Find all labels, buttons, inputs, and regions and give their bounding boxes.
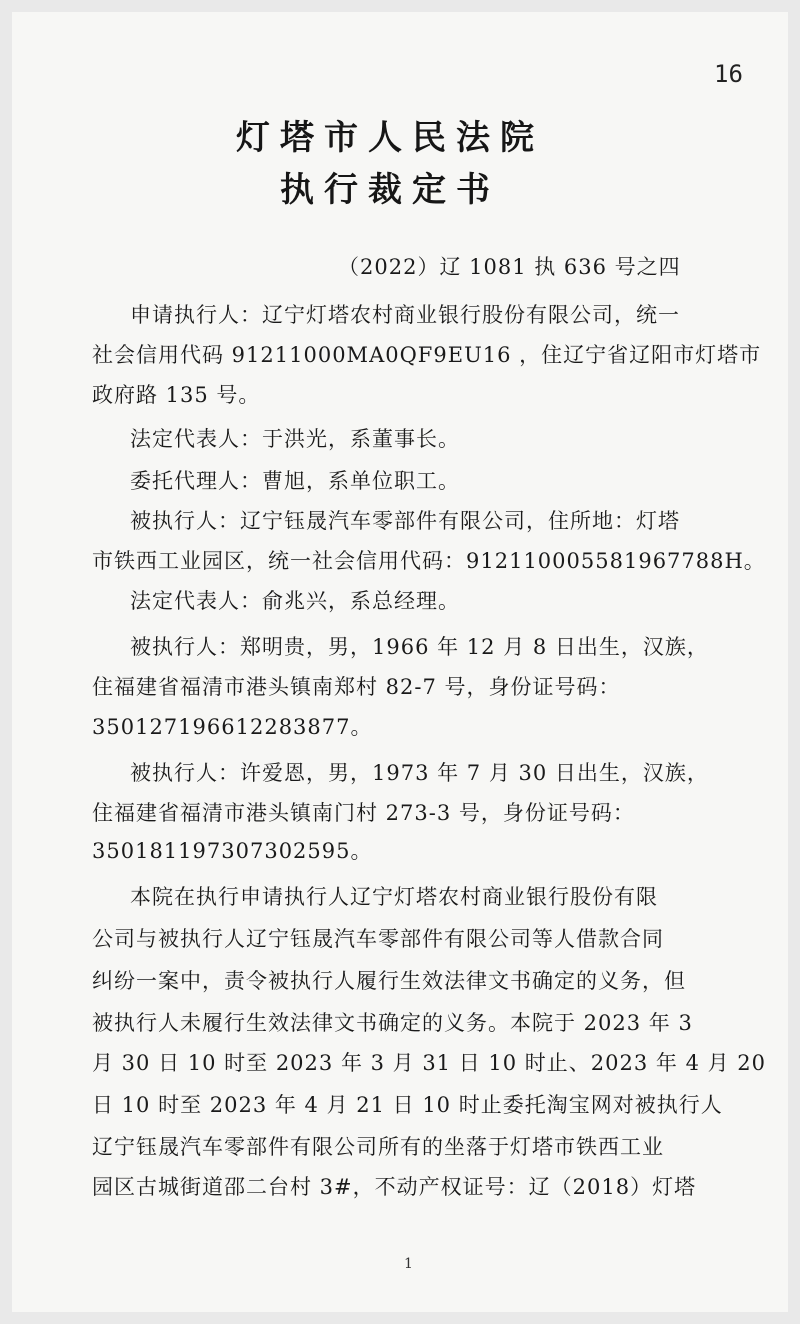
body-line: 申请执行人：辽宁灯塔农村商业银行股份有限公司，统一 bbox=[130, 303, 680, 327]
body-line: 法定代表人：俞兆兴，系总经理。 bbox=[130, 589, 460, 613]
body-line: 纠纷一案中，责令被执行人履行生效法律文书确定的义务，但 bbox=[92, 969, 686, 993]
document-type-title: 执行裁定书 bbox=[280, 170, 500, 210]
body-line: 法定代表人：于洪光，系董事长。 bbox=[130, 427, 460, 451]
body-line: 被执行人：辽宁钰晟汽车零部件有限公司，住所地：灯塔 bbox=[130, 509, 680, 533]
body-line: 政府路 135 号。 bbox=[92, 383, 261, 407]
case-number: （2022）辽 1081 执 636 号之四 bbox=[338, 255, 681, 279]
body-line: 被执行人：许爱恩，男，1973 年 7 月 30 日出生，汉族， bbox=[130, 761, 709, 785]
body-line: 住福建省福清市港头镇南郑村 82-7 号，身份证号码： bbox=[92, 675, 621, 699]
body-line: 委托代理人：曹旭，系单位职工。 bbox=[130, 469, 460, 493]
body-line: 350127196612283877。 bbox=[92, 715, 373, 739]
body-line: 市铁西工业园区，统一社会信用代码：912110005581967788H。 bbox=[92, 549, 766, 573]
body-line: 350181197307302595。 bbox=[92, 839, 373, 863]
body-line: 本院在执行申请执行人辽宁灯塔农村商业银行股份有限 bbox=[130, 885, 658, 909]
body-line: 被执行人：郑明贵，男，1966 年 12 月 8 日出生，汉族， bbox=[130, 635, 709, 659]
document-page bbox=[12, 12, 788, 1312]
body-line: 辽宁钰晟汽车零部件有限公司所有的坐落于灯塔市铁西工业 bbox=[92, 1135, 664, 1159]
page-number: 16 bbox=[714, 60, 743, 88]
body-line: 月 30 日 10 时至 2023 年 3 月 31 日 10 时止、2023 年 4 月 20 bbox=[92, 1051, 767, 1075]
body-line: 住福建省福清市港头镇南门村 273-3 号，身份证号码： bbox=[92, 801, 635, 825]
body-line: 被执行人未履行生效法律文书确定的义务。本院于 2023 年 3 bbox=[92, 1011, 693, 1035]
body-line: 社会信用代码 91211000MA0QF9EU16 ，住辽宁省辽阳市灯塔市 bbox=[92, 343, 762, 367]
body-line: 园区古城街道邵二台村 3#，不动产权证号：辽（2018）灯塔 bbox=[92, 1175, 697, 1199]
court-name-title: 灯塔市人民法院 bbox=[236, 118, 544, 158]
body-line: 日 10 时至 2023 年 4 月 21 日 10 时止委托淘宝网对被执行人 bbox=[92, 1093, 723, 1117]
footer-page-number: 1 bbox=[404, 1256, 413, 1272]
body-line: 公司与被执行人辽宁钰晟汽车零部件有限公司等人借款合同 bbox=[92, 927, 664, 951]
